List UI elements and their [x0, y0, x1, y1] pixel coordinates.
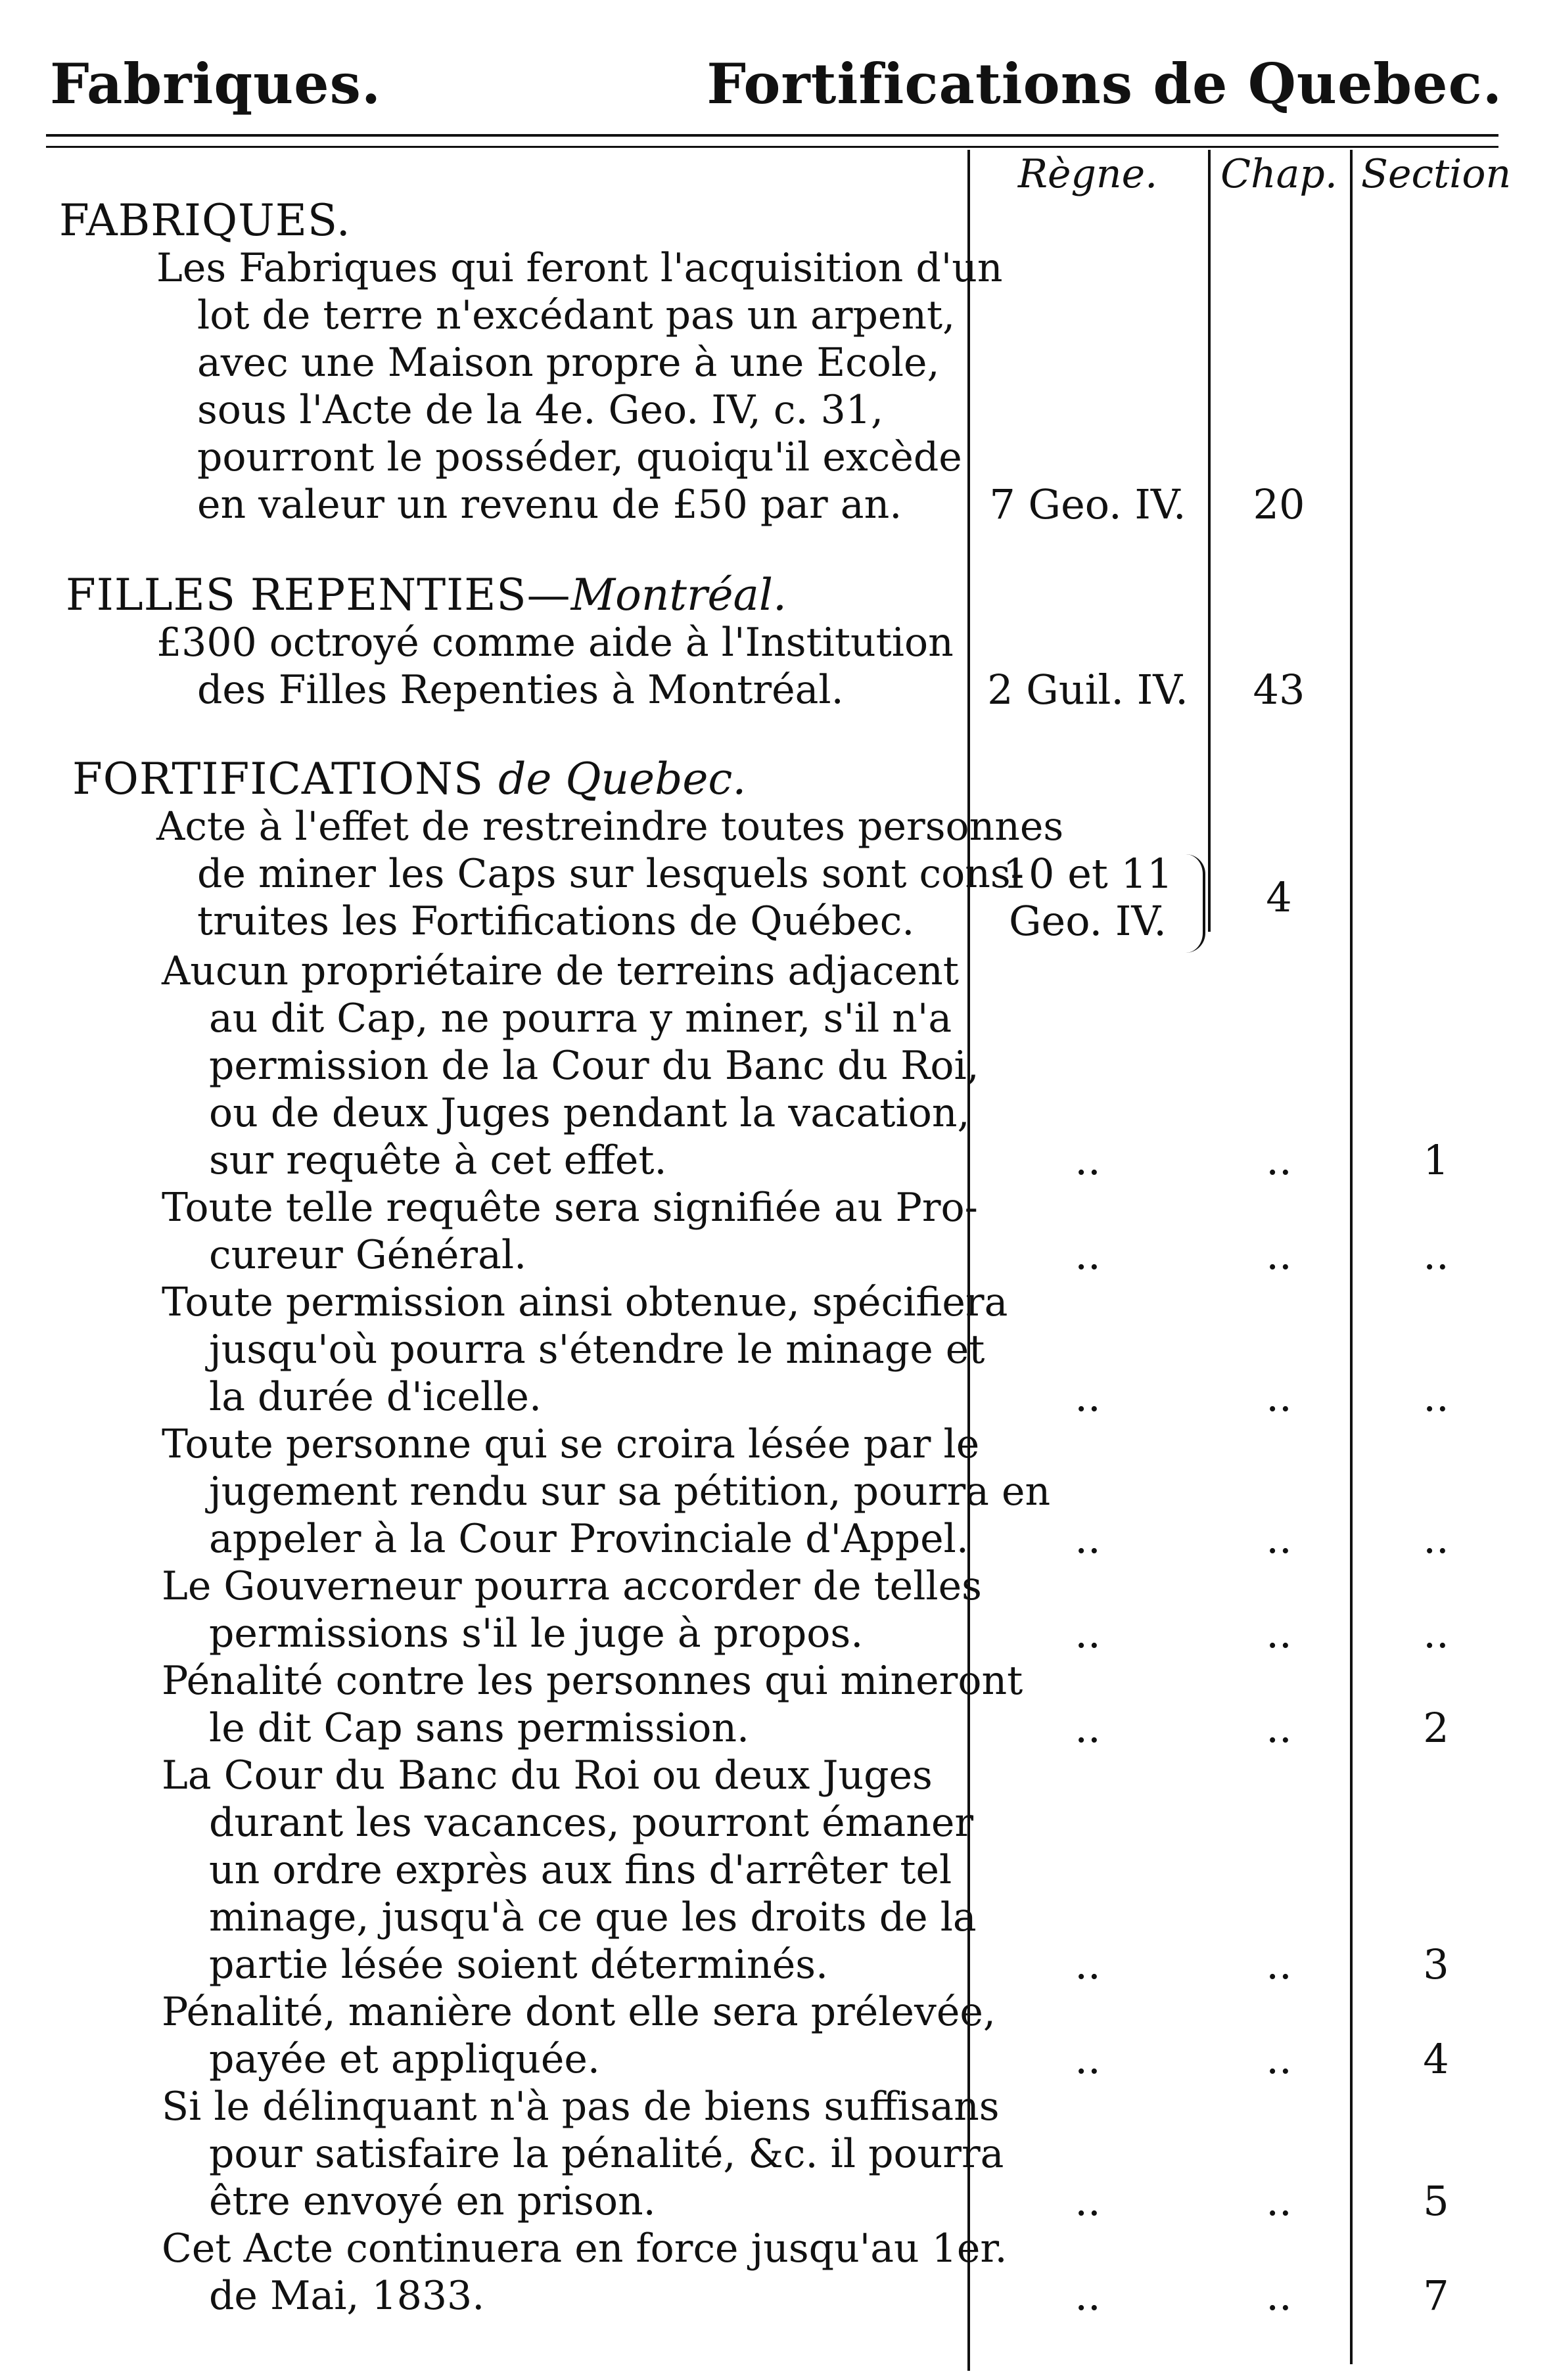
brace-mark — [1183, 854, 1205, 953]
entry-line: Les Fabriques qui feront l'acquisition d'un — [156, 245, 1003, 291]
entry-line: le dit Cap sans permission. — [209, 1705, 750, 1751]
ditto-regne: .. — [1075, 1136, 1101, 1184]
ditto-chap: .. — [1266, 2272, 1292, 2320]
entry-line: truites les Fortifications de Québec. — [197, 898, 915, 944]
entry-line: au dit Cap, ne pourra y miner, s'il n'a — [209, 995, 952, 1041]
entry-line: partie lésée soient déterminés. — [209, 1942, 829, 1988]
entry-line: en valeur un revenu de £50 par an. — [197, 482, 902, 528]
running-head-right: Fortifications de Quebec. — [707, 51, 1502, 116]
entry-line: ou de deux Juges pendant la vacation, — [209, 1090, 970, 1136]
entry-line: jugement rendu sur sa pétition, pourra en — [209, 1469, 1051, 1515]
entry-line: la durée d'icelle. — [209, 1374, 542, 1420]
entry-line: de Mai, 1833. — [209, 2273, 485, 2319]
ditto-chap: .. — [1266, 1609, 1292, 1657]
entry-line: sous l'Acte de la 4e. Geo. IV, c. 31, — [197, 387, 884, 433]
ditto-section: .. — [1423, 1231, 1449, 1279]
entry-line: avec une Maison propre à une Ecole, — [197, 340, 940, 386]
entry-line: £300 octroyé comme aide à l'Institution — [156, 620, 954, 666]
ditto-regne: .. — [1075, 1609, 1101, 1657]
section-value: 7 — [1423, 2272, 1449, 2320]
section-value: 4 — [1423, 2035, 1449, 2083]
entry-line: Si le délinquant n'à pas de biens suffisans — [162, 2084, 1000, 2130]
column-divider-chap — [1208, 150, 1211, 932]
column-header-section: Section — [1360, 151, 1512, 197]
section-heading-filles-repenties — [66, 572, 787, 619]
entry-line: sur requête à cet effet. — [209, 1137, 667, 1183]
entry-line: Aucun propriétaire de terreins adjacent — [162, 948, 959, 994]
column-header-chap: Chap. — [1220, 151, 1337, 197]
column-header-regne: Règne. — [1017, 151, 1158, 197]
entry-line: Toute telle requête sera signifiée au Pro- — [162, 1185, 978, 1231]
ditto-chap: .. — [1266, 1940, 1292, 1988]
ditto-section: .. — [1423, 1515, 1449, 1563]
entry-line: un ordre exprès aux fins d'arrêter tel — [209, 1847, 952, 1893]
ditto-section: .. — [1423, 1373, 1449, 1421]
ditto-regne: .. — [1075, 2272, 1101, 2320]
entry-line: Toute personne qui se croira lésée par le — [162, 1421, 980, 1467]
section-heading-fabriques: FABRIQUES. — [59, 195, 351, 246]
chap-value: 43 — [1253, 666, 1305, 714]
ditto-regne: .. — [1075, 2177, 1101, 2225]
ditto-section: .. — [1423, 1609, 1449, 1657]
entry-line: Pénalité contre les personnes qui mineront — [162, 1658, 1023, 1704]
section-value: 2 — [1423, 1704, 1449, 1752]
header-rule-thin — [46, 146, 1498, 148]
ditto-regne: .. — [1075, 1515, 1101, 1563]
section-value: 3 — [1423, 1940, 1449, 1988]
ditto-regne: .. — [1075, 2035, 1101, 2083]
ditto-regne: .. — [1075, 1940, 1101, 1988]
entry-line: minage, jusqu'à ce que les droits de la — [209, 1894, 977, 1940]
chap-value: 4 — [1266, 873, 1292, 921]
entry-line: permission de la Cour du Banc du Roi, — [209, 1043, 979, 1089]
running-head-left: Fabriques. — [50, 51, 382, 116]
ditto-chap: .. — [1266, 1136, 1292, 1184]
ditto-regne: .. — [1075, 1704, 1101, 1752]
header-rule — [46, 134, 1498, 137]
entry-line: Acte à l'effet de restreindre toutes personnes — [156, 804, 1064, 850]
ditto-chap: .. — [1266, 2035, 1292, 2083]
heading-place: Montréal. — [570, 570, 787, 620]
ditto-chap: .. — [1266, 1373, 1292, 1421]
entry-line: Toute permission ainsi obtenue, spécifiera — [162, 1279, 1008, 1325]
ditto-chap: .. — [1266, 1704, 1292, 1752]
ditto-chap: .. — [1266, 1515, 1292, 1563]
heading-place: de Quebec. — [498, 754, 747, 804]
regne-value: 10 et 11 — [1002, 850, 1173, 898]
regne-value: Geo. IV. — [1008, 897, 1167, 945]
regne-value: 7 Geo. IV. — [989, 480, 1186, 528]
entry-line: pour satisfaire la pénalité, &c. il pourra — [209, 2131, 1004, 2177]
entry-line: cureur Général. — [209, 1232, 527, 1278]
ditto-regne: .. — [1075, 1231, 1101, 1279]
section-heading-fortifications — [72, 756, 746, 803]
entry-line: Le Gouverneur pourra accorder de telles — [162, 1563, 982, 1609]
entry-line: pourront le posséder, quoiqu'il excède — [197, 434, 962, 480]
regne-value: 2 Guil. IV. — [987, 666, 1188, 714]
entry-line: payée et appliquée. — [209, 2036, 600, 2082]
entry-line: permissions s'il le juge à propos. — [209, 1611, 864, 1657]
entry-line: durant les vacances, pourront émaner — [209, 1800, 974, 1846]
heading-text: FILLES REPENTIES— — [66, 570, 571, 620]
entry-line: de miner les Caps sur lesquels sont cons- — [197, 851, 1024, 897]
section-value: 1 — [1423, 1136, 1449, 1184]
entry-line: lot de terre n'excédant pas un arpent, — [197, 292, 956, 338]
heading-text: FORTIFICATIONS — [72, 754, 484, 804]
ditto-chap: .. — [1266, 1231, 1292, 1279]
chap-value: 20 — [1253, 480, 1305, 528]
entry-line: La Cour du Banc du Roi ou deux Juges — [162, 1752, 933, 1798]
column-divider-regne — [967, 150, 970, 2371]
entry-line: Pénalité, manière dont elle sera prélevée, — [162, 1989, 996, 2035]
ditto-regne: .. — [1075, 1373, 1101, 1421]
entry-line: des Filles Repenties à Montréal. — [197, 667, 844, 713]
section-value: 5 — [1423, 2177, 1449, 2225]
entry-line: appeler à la Cour Provinciale d'Appel. — [209, 1516, 969, 1562]
entry-line: Cet Acte continuera en force jusqu'au 1er. — [162, 2226, 1008, 2272]
entry-line: être envoyé en prison. — [209, 2178, 656, 2224]
entry-line: jusqu'où pourra s'étendre le minage et — [209, 1327, 985, 1373]
ditto-chap: .. — [1266, 2177, 1292, 2225]
column-divider-section — [1350, 150, 1353, 2364]
